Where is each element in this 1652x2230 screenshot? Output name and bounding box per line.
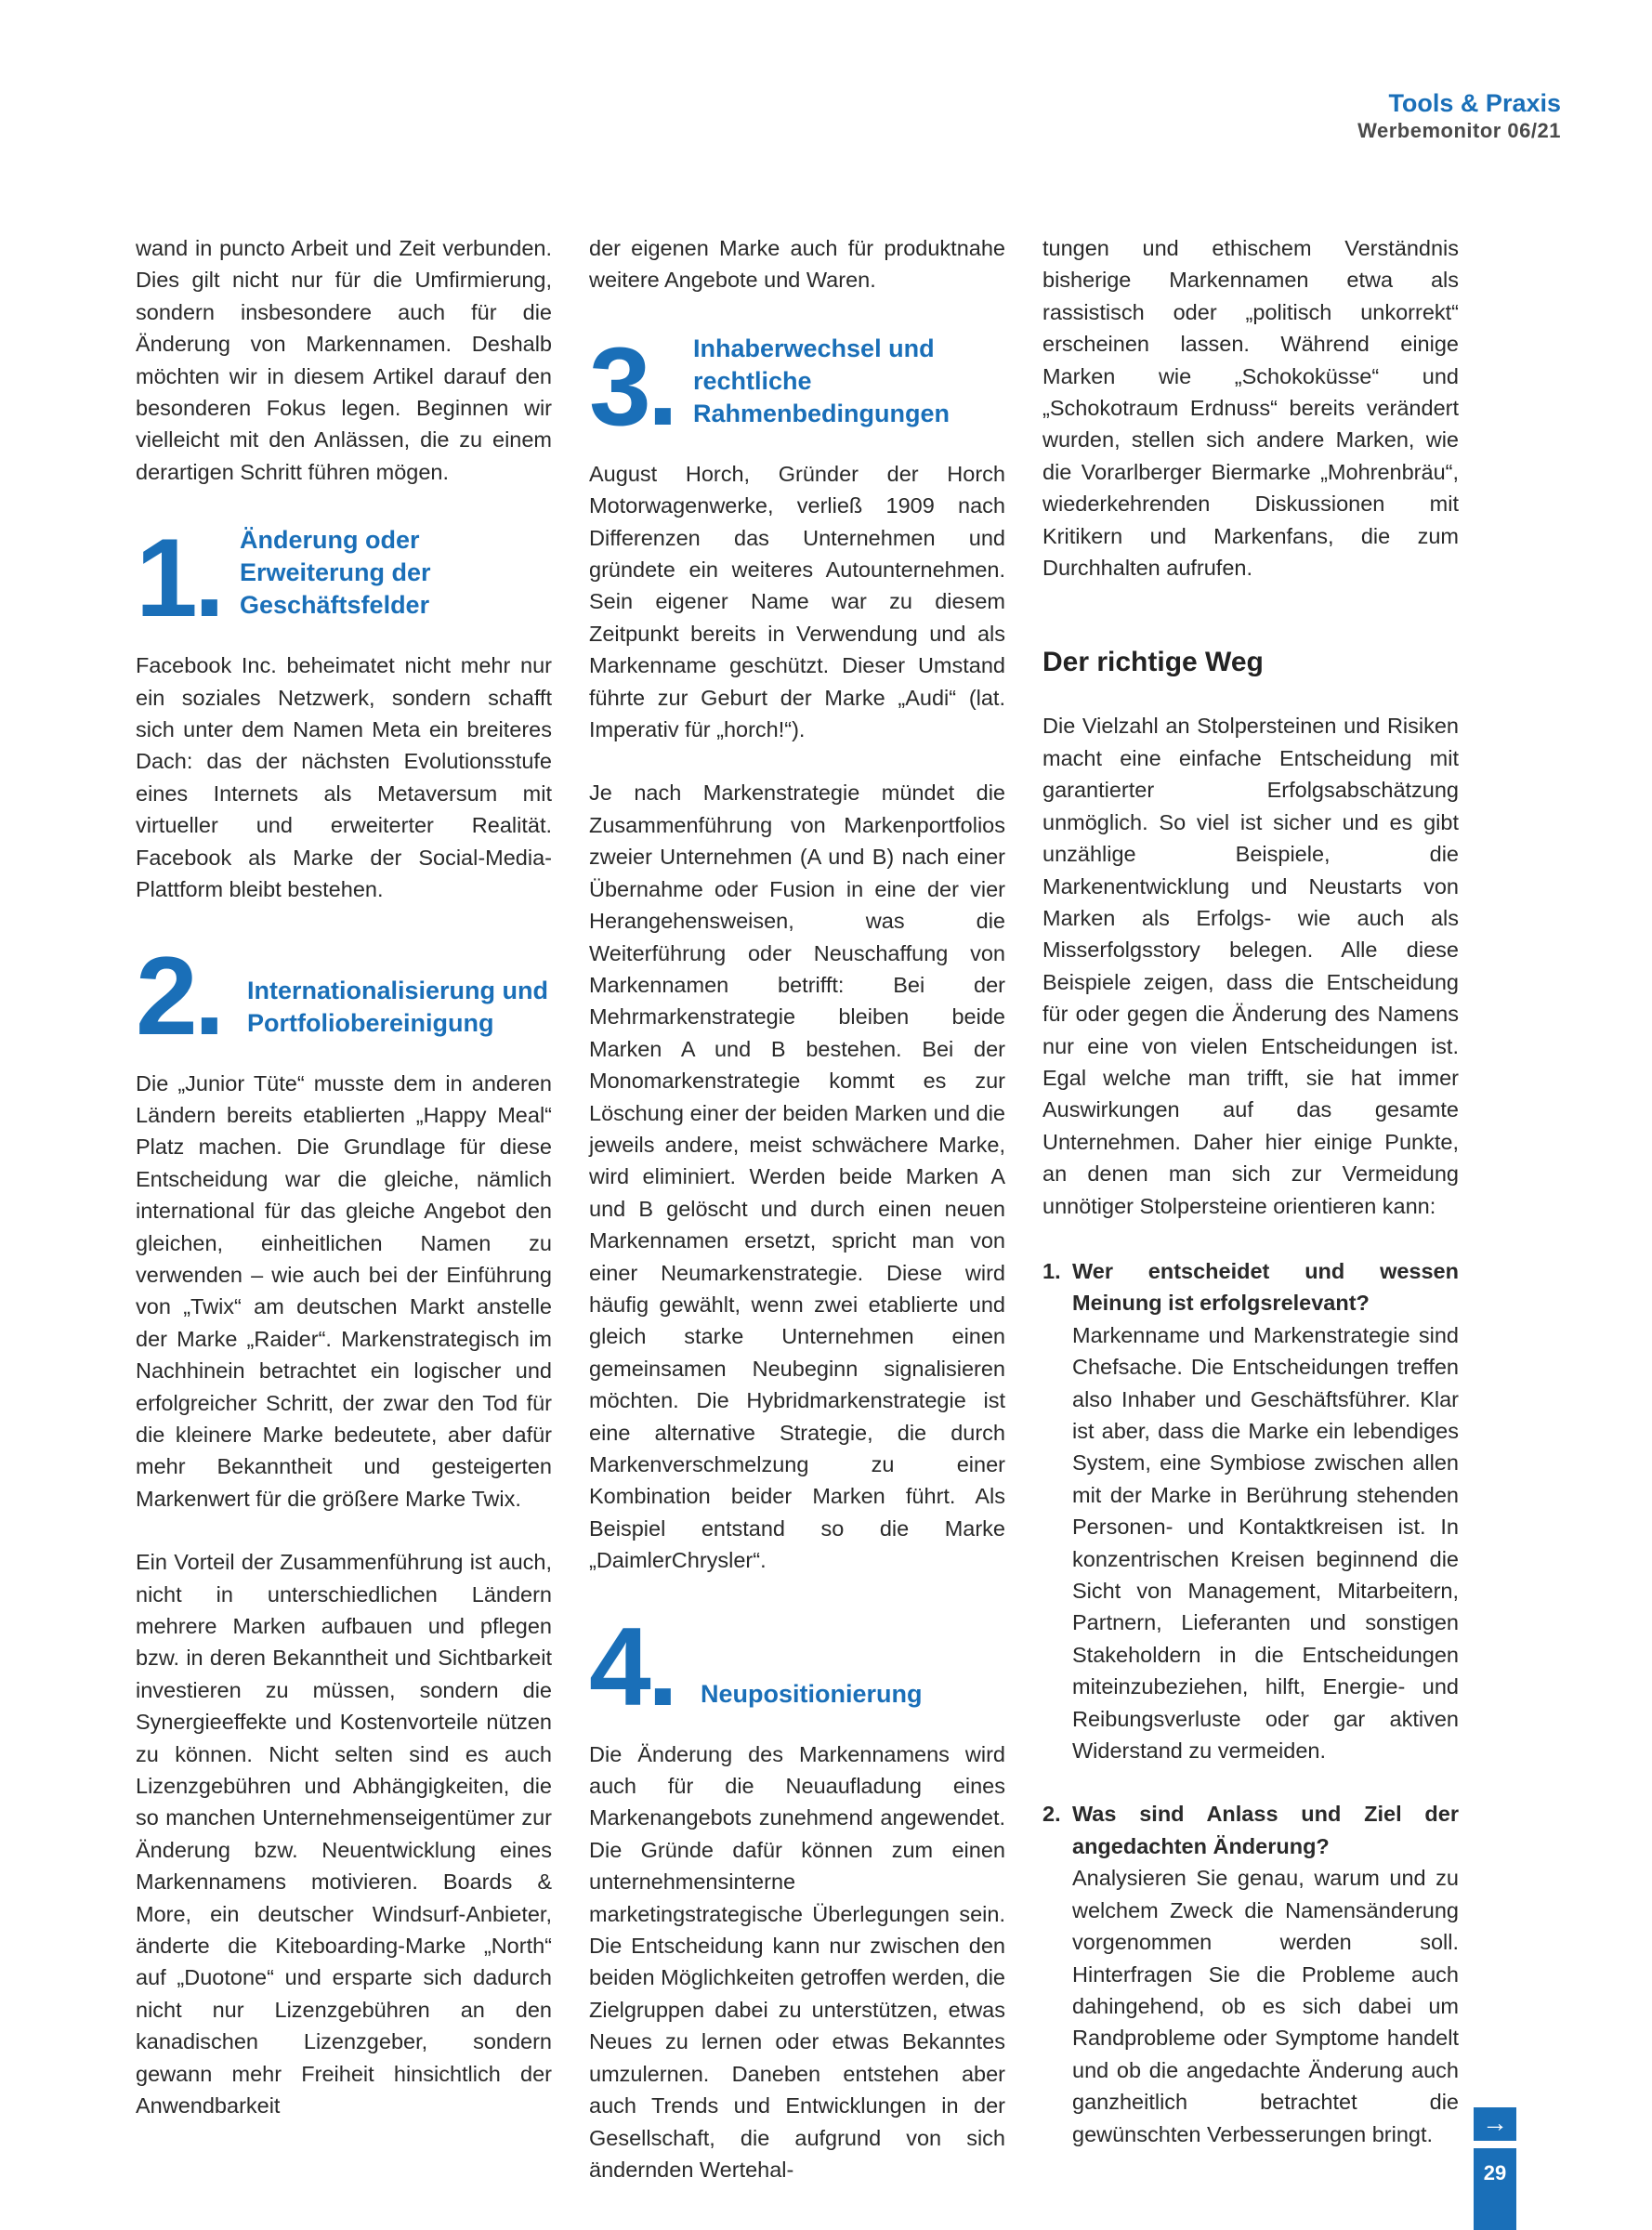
col1-intro: wand in puncto Arbeit und Zeit verbunden. Dies gilt nicht nur für die Umfirmierung, sondern insbesondere auch für die Änderung von Markennamen. Deshalb möchten wir in diesem Artikel darauf den besonderen Fokus legen. Beginnen wir vielleicht mit den Anlässen, die zu einem derartigen Schritt führen mögen. [136,236,552,484]
column-2 [589,232,1005,2185]
list-item-answer: Markenname und Markenstrategie sind Chefsache. Die Entscheidungen treffen also Inhaber und Geschäftsführer. Klar ist aber, dass die Marke ein lebendiges System, eine Symbiose zwischen allen mit der Marke in Berührung stehenden Personen- und Kontaktkreisen ist. In konzentrischen Kreisen beginnend die Sicht von Management, Mitarbeitern, Partnern, Lieferanten und sonstigen Stakeholdern in die Entscheidungen miteinzubeziehen, hilft, Energie- und Reibungsverluste oder gar aktiven Widerstand zu vermeiden. [1072,1322,1459,1764]
tips-list [1042,1255,1459,2150]
section-2-header [136,933,552,1058]
list-item-number: 1. [1042,1258,1061,1283]
page-number: 29 [1474,2148,1516,2230]
section-2-text-1: Die „Junior Tüte“ musste dem in anderen Ländern bereits etablierten „Happy Meal“ Platz machen. Die Grundlage für diese Entscheidung war die gleiche, nämlich international für das gleiche Angebot den gleichen, einheitlichen Namen zu verwenden – wie auch bei der Einführung von „Twix“ am deutschen Markt anstelle der Marke „Raider“. Markenstrategisch im Nachhinein betrachtet ein logischer und erfolgreicher Schritt, der zwar den Tod für die kleinere Marke bedeutete, aber dafür mehr Bekanntheit und gesteigerten Markenwert für die größere Marke Twix. [136,1070,552,1511]
section-3-title: Inhaberwechsel und rechtliche Rahmenbedingungen [693,334,950,427]
section-4-header [589,1604,1005,1729]
section-2-text-2: Ein Vorteil der Zusammenführung ist auch, nicht in unterschiedlichen Ländern mehrere Marken aufbauen und pflegen bzw. in deren Bekanntheit und Sichtbarkeit investieren zu müssen, sondern die Synergieeffekte und Kostenvorteile nützen zu können. Nicht selten sind es auch Lizenzgebühren und Abhängigkeiten, die so manchen Unternehmenseigentümer zur Änderung bzw. Neuentwicklung eines Markennamens motivieren. Boards & More, ein deutscher Windsurf-Anbieter, änderte die Kiteboarding-Marke „North“ auf „Duotone“ und ersparte sich dadurch nicht nur Lizenzgebühren an den kanadischen Lizenzgeber, sondern gewann mehr Freiheit hinsichtlich der Anwendbarkeit [136,1550,552,2118]
section-1-header [136,516,552,641]
section-3-text-1: August Horch, Gründer der Horch Motorwagenwerke, verließ 1909 nach Differenzen das Unternehmen und gründete ein weiteres Autounternehmen. Sein eigener Name war zu diesem Zeitpunkt bereits in Verwendung und als Markenname geschützt. Dieser Umstand führte zur Geburt der Marke „Audi“ (lat. Imperativ für „horch!“). [589,461,1005,742]
section-label: Tools & Praxis [1388,89,1561,117]
column-3 [1042,232,1459,2182]
subheading-der-richtige-weg: Der richtige Weg [1042,647,1264,678]
issue-label: Werbemonitor 06/21 [1357,119,1561,142]
list-item-number: 2. [1042,1802,1061,1827]
list-item-question: Was sind Anlass und Ziel der angedachten Änderung? [1072,1802,1459,1858]
section-1-number: 1. [136,516,222,641]
list-item-question: Wer entscheidet und wessen Meinung ist erfolgsrelevant? [1072,1258,1459,1316]
section-3-header [589,323,1005,449]
section-4-text: Die Änderung des Markennamens wird auch für die Neuaufladung eines Markenangebots zunehmend angewendet. Die Gründe dafür können zum einen unternehmensinterne marketingstrategische Überlegungen sein. Die Entscheidung kann nur zwischen den beiden Möglichkeiten getroffen werden, die Zielgruppen dabei zu unterstützen, etwas Neues zu lernen oder etwas Bekanntes umzulernen. Daneben entstehen aber auch Trends und Entwicklungen in der Gesellschaft, die aufgrund von sich ändernden Wertehal- [589,1741,1005,2182]
list-item-answer: Analysieren Sie genau, warum und zu welchem Zweck die Namensänderung vorgenommen werden soll. Hinterfragen Sie die Probleme auch dahingehend, ob es sich dabei um Randprobleme oder Symptome handelt und ob die angedachte Änderung auch ganzheitlich betrachtet die gewünschten Verbesserungen bringt. [1072,1866,1459,2146]
section-2-number: 2. [136,933,222,1058]
section-3-text-2: Je nach Markenstrategie mündet die Zusammenführung von Markenportfolios zweier Unternehmen (A und B) nach einer Übernahme oder Fusion in eine der vier Herangehensweisen, was die Weiterführung oder Neuschaffung von Markennamen betrifft: Bei der Mehrmarkenstrategie bleiben beide Marken A und B bestehen. Bei der Monomarkenstrategie kommt es zur Löschung einer der beiden Marken und die jeweils andere, meist schwächere Marke, wird eliminiert. Werden beide Marken A und B gelöscht und durch einen neuen Markennamen ersetzt, spricht man von einer Neumarkenstrategie. Diese wird häufig gewählt, wenn zwei etablierte und gleich starke Unternehmen einen gemeinsamen Neubeginn signalisieren möchten. Die Hybridmarkenstrategie ist eine alternative Strategie, die durch Markenverschmelzung zu einer Kombination beider Marken führt. Als Beispiel entstand so die Marke „DaimlerChrysler“. [589,780,1005,1573]
section-4-number: 4. [589,1604,675,1729]
page-header [1357,87,1561,143]
col3-intro: tungen und ethischem Verständnis bisherige Markennamen etwa als rassistisch oder „politisch unkorrekt“ erscheinen lassen. Während einige Marken wie „Schokoküsse“ und „Schokotraum Erdnuss“ bereits verändert wurden, stellen sich andere Marken, wie die Vorarlberger Biermarke „Mohrenbräu“, wiederkehrenden Diskussionen mit Kritikern und Markenfans, die zum Durchhalten aufrufen. [1042,236,1459,581]
col2-intro: der eigenen Marke auch für produktnahe weitere Angebote und Waren. [589,236,1005,293]
section-3-number: 3. [589,323,675,449]
section-1-title: Änderung oder Erweiterung der Geschäftsfelder [240,526,431,620]
column-1 [136,232,552,2122]
next-page-arrow-icon[interactable]: → [1474,2107,1516,2141]
col3-text: Die Vielzahl an Stolpersteinen und Risiken macht eine einfache Entscheidung mit garantierter Erfolgsabschätzung unmöglich. So viel ist sicher und es gibt unzählige Beispiele, die Markenentwicklung und Neustarts von Marken als Erfolgs- wie auch als Misserfolgsstory belegen. Alle diese Beispiele zeigen, dass die Entscheidung für oder gegen die Änderung des Namens nur eine von vielen Entscheidungen ist. Egal welche man trifft, sie hat immer Auswirkungen auf das gesamte Unternehmen. Daher hier einige Punkte, an denen man sich zur Vermeidung unnötiger Stolpersteine orientieren kann: [1042,714,1459,1218]
section-1-text: Facebook Inc. beheimatet nicht mehr nur ein soziales Netzwerk, sondern schafft sich unter dem Namen Meta ein breiteres Dach: das der nächsten Evolutionsstufe eines Internets als Metaversum mit virtueller und erweiterter Realität. Facebook als Marke der Social-Media-Plattform bleibt bestehen. [136,653,552,902]
section-4-title: Neupositionierung [701,1679,923,1708]
list-item [1042,1798,1459,2149]
section-2-title: Internationalisierung und Portfoliobereinigung [247,976,549,1037]
list-item [1042,1255,1459,1767]
